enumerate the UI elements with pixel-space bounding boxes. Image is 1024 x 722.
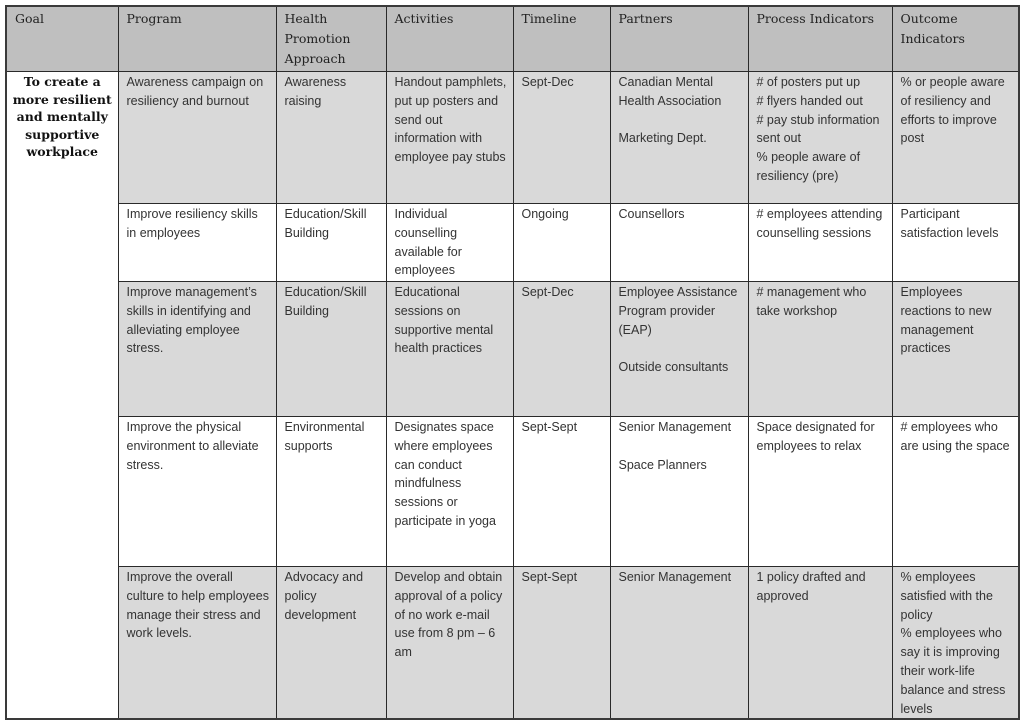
partner-spacer [619,111,743,130]
health-promotion-plan-table [5,5,1020,720]
header-process-indicators: Process Indicators [748,6,892,72]
partners-cell [610,72,748,204]
header-timeline: Timeline [513,6,610,72]
activities-cell: Individual counselling available for employees [386,204,513,282]
partners-cell [610,417,748,567]
header-partners: Partners [610,6,748,72]
partner-item: Senior Management [618,420,732,434]
process-indicator: # management who take workshop [756,285,870,318]
partners-cell [610,282,748,417]
outcome-indicator: Employees reactions to new management practices [900,285,996,356]
outcome-indicators-cell [892,417,1019,567]
program-cell: Awareness campaign on resiliency and burnout [118,72,276,204]
outcome-indicators-cell [892,567,1019,720]
timeline-cell: Ongoing [513,204,610,282]
process-indicator: # flyers handed out [756,93,863,108]
outcome-indicator: % employees satisfied with the policy [900,570,997,622]
partner-item: Employee Assistance Program provider (EAP) [618,285,741,337]
process-indicator: # of posters put up [756,75,861,89]
partner-item: Senior Management [618,570,732,584]
header-goal: Goal [6,6,118,72]
table-row [6,417,1019,567]
program-cell: Improve the physical environment to alleviate stress. [118,417,276,567]
approach-cell: Advocacy and policy development [276,567,386,720]
goal-cell: To create a more resilient and mentally supportive workplace [6,72,118,720]
program-cell: Improve management’s skills in identifying and alleviating employee stress. [118,282,276,417]
process-indicator: 1 policy drafted and approved [756,570,870,603]
header-outcome-indicators: Outcome Indicators [892,6,1019,72]
process-indicators-cell [748,567,892,720]
timeline-cell: Sept-Sept [513,567,610,720]
partner-spacer [619,437,743,456]
outcome-indicators-cell [892,204,1019,282]
outcome-indicator: Participant satisfaction levels [900,207,999,240]
program-cell: Improve the overall culture to help employees manage their stress and work levels. [118,567,276,720]
program-cell: Improve resiliency skills in employees [118,204,276,282]
activities-cell: Handout pamphlets, put up posters and send out information with employee pay stubs [386,72,513,204]
table-row [6,282,1019,417]
partner-item: Canadian Mental Health Association [618,75,722,108]
partner-item: Space Planners [618,457,707,472]
header-activities: Activities [386,6,513,72]
process-indicator: # pay stub information sent out [756,112,883,146]
timeline-cell: Sept-Dec [513,72,610,204]
outcome-indicators-cell [892,72,1019,204]
timeline-cell: Sept-Dec [513,282,610,417]
table-row [6,567,1019,720]
timeline-cell: Sept-Sept [513,417,610,567]
process-indicators-cell [748,282,892,417]
activities-cell: Designates space where employees can conduct mindfulness sessions or participate in yoga [386,417,513,567]
activities-cell: Educational sessions on supportive mental health practices [386,282,513,417]
outcome-indicator: % employees who say it is improving their work-life balance and stress levels [900,626,1009,716]
process-indicators-cell [748,204,892,282]
partners-cell [610,567,748,720]
activities-cell: Develop and obtain approval of a policy of no work e-mail use from 8 pm – 6 am [386,567,513,720]
partner-item: Outside consultants [618,360,729,375]
outcome-indicator: # employees who are using the space [900,420,1010,453]
approach-cell: Awareness raising [276,72,386,204]
approach-cell: Environmental supports [276,417,386,567]
approach-cell: Education/Skill Building [276,204,386,282]
partner-item: Marketing Dept. [618,131,707,146]
header-row [6,6,1019,72]
process-indicator: % people aware of resiliency (pre) [756,150,864,183]
process-indicators-cell [748,72,892,204]
process-indicators-cell [748,417,892,567]
partners-cell [610,204,748,282]
outcome-indicators-cell [892,282,1019,417]
process-indicator: Space designated for employees to relax [756,420,879,453]
header-approach: Health Promotion Approach [276,6,386,72]
header-program: Program [118,6,276,72]
table-row [6,204,1019,282]
process-indicator: # employees attending counselling sessions [756,207,886,240]
partner-spacer [619,339,743,358]
outcome-indicator: % or people aware of resiliency and efforts to improve post [900,75,1009,146]
table-row [6,72,1019,204]
partner-item: Counsellors [618,207,685,221]
approach-cell: Education/Skill Building [276,282,386,417]
